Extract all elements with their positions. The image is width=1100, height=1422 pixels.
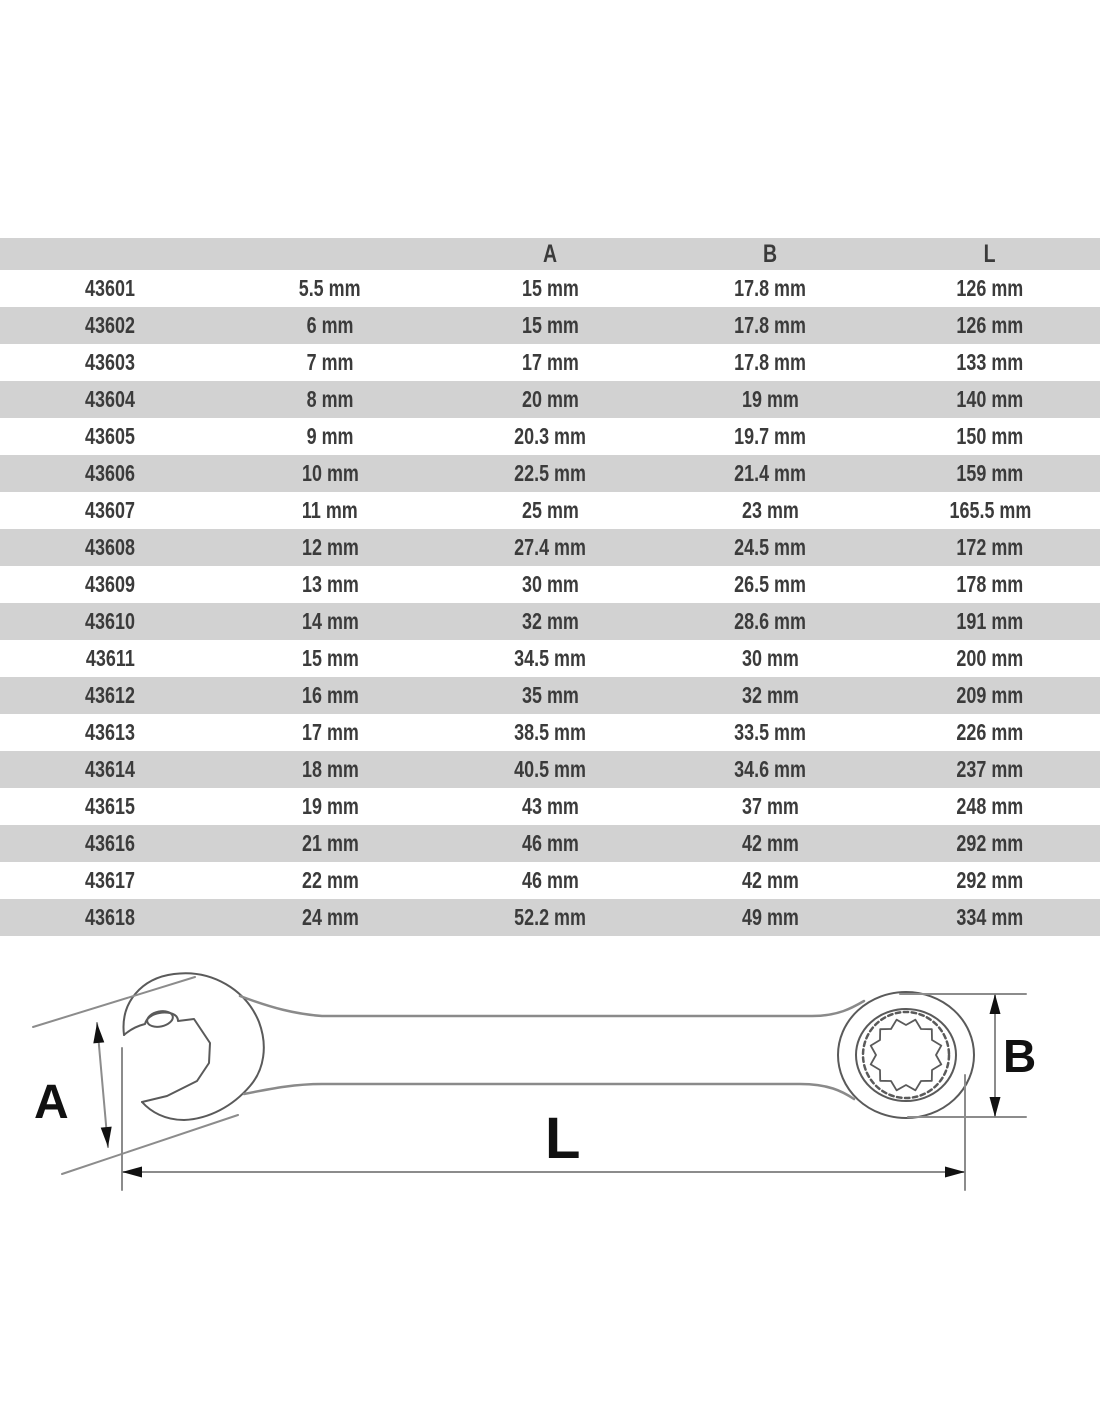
dim-a-cell: 46 mm [521, 830, 579, 856]
dim-l-cell: 150 mm [956, 423, 1024, 449]
code-cell: 43610 [85, 608, 135, 634]
code-cell: 43607 [85, 497, 135, 523]
header-dim-l: L [880, 238, 1100, 270]
dim-a-cell: 46 mm [521, 867, 579, 893]
dim-a-ext-top [33, 977, 195, 1027]
table-row [0, 603, 1100, 640]
dim-l-cell: 159 mm [956, 460, 1024, 486]
table-row [0, 714, 1100, 751]
dim-b-cell: 19 mm [741, 386, 799, 412]
dim-l-arrow-right [945, 1167, 965, 1178]
spec-table-section [0, 238, 1100, 936]
dim-a-cell: 25 mm [521, 497, 579, 523]
dim-l-cell: 292 mm [956, 830, 1024, 856]
size-cell: 14 mm [301, 608, 359, 634]
dim-a-cell: 15 mm [521, 312, 579, 338]
size-cell: 6 mm [306, 312, 354, 338]
dim-b-cell: 17.8 mm [734, 312, 806, 338]
dim-a-cell: 17 mm [521, 349, 579, 375]
table-row [0, 529, 1100, 566]
dim-l-cell: 209 mm [956, 682, 1024, 708]
code-cell: 43605 [85, 423, 135, 449]
code-cell: 43617 [85, 867, 135, 893]
table-row [0, 566, 1100, 603]
dim-a-cell: 27.4 mm [514, 534, 586, 560]
table-row [0, 381, 1100, 418]
code-cell: 43609 [85, 571, 135, 597]
dim-a-cell: 40.5 mm [514, 756, 586, 782]
dim-a-arrow-top [93, 1023, 104, 1043]
table-row [0, 640, 1100, 677]
dim-b-cell: 28.6 mm [734, 608, 806, 634]
size-cell: 22 mm [301, 867, 359, 893]
size-cell: 10 mm [301, 460, 359, 486]
dim-l-cell: 200 mm [956, 645, 1024, 671]
code-cell: 43608 [85, 534, 135, 560]
size-cell: 16 mm [301, 682, 359, 708]
dim-b-cell: 30 mm [741, 645, 799, 671]
dim-b-cell: 49 mm [741, 904, 799, 930]
spec-table [0, 238, 1100, 936]
dim-l-cell: 165.5 mm [949, 497, 1031, 523]
dim-b-cell: 32 mm [741, 682, 799, 708]
header-code [0, 238, 220, 270]
dim-b-arrow-bottom [990, 1097, 1001, 1117]
dim-b-cell: 26.5 mm [734, 571, 806, 597]
ring-inner-edge [856, 1009, 956, 1101]
table-row [0, 418, 1100, 455]
dim-a-cell: 43 mm [521, 793, 579, 819]
dim-a-cell: 35 mm [521, 682, 579, 708]
dim-l-cell: 133 mm [956, 349, 1024, 375]
dim-b-cell: 23 mm [741, 497, 799, 523]
dim-b-arrow-top [990, 994, 1001, 1014]
dim-b-cell: 21.4 mm [734, 460, 806, 486]
header-dim-a: A [440, 238, 660, 270]
dim-a-cell: 30 mm [521, 571, 579, 597]
dim-l-arrow-left [122, 1167, 142, 1178]
dim-l-cell: 248 mm [956, 793, 1024, 819]
dim-a-cell: 20.3 mm [514, 423, 586, 449]
header-row [0, 238, 1100, 270]
header-size [220, 238, 440, 270]
table-row [0, 862, 1100, 899]
dim-b-cell: 17.8 mm [734, 275, 806, 301]
code-cell: 43611 [85, 645, 135, 671]
dim-l-cell: 292 mm [956, 867, 1024, 893]
table-row [0, 455, 1100, 492]
table-row [0, 677, 1100, 714]
code-cell: 43615 [85, 793, 135, 819]
size-cell: 15 mm [301, 645, 359, 671]
dimension-l [122, 1048, 965, 1190]
shaft [240, 996, 864, 1099]
code-cell: 43603 [85, 349, 135, 375]
size-cell: 7 mm [306, 349, 354, 375]
dim-b-cell: 42 mm [741, 830, 799, 856]
dim-b-cell: 34.6 mm [734, 756, 806, 782]
code-cell: 43614 [85, 756, 135, 782]
dim-l-cell: 126 mm [956, 275, 1024, 301]
dim-l-cell: 334 mm [956, 904, 1024, 930]
dim-b-cell: 24.5 mm [734, 534, 806, 560]
code-cell: 43612 [85, 682, 135, 708]
dim-l-cell: 140 mm [956, 386, 1024, 412]
size-cell: 13 mm [301, 571, 359, 597]
shaft-top-line [240, 996, 864, 1016]
size-cell: 9 mm [306, 423, 354, 449]
dim-l-label: L [545, 1106, 581, 1171]
dim-b-cell: 33.5 mm [734, 719, 806, 745]
dim-b-label: B [1003, 1030, 1037, 1082]
dim-l-cell: 126 mm [956, 312, 1024, 338]
dim-b-cell: 42 mm [741, 867, 799, 893]
table-row [0, 307, 1100, 344]
spec-table-body [0, 270, 1100, 936]
jaw-profile [124, 1012, 210, 1102]
size-cell: 17 mm [301, 719, 359, 745]
dim-a-cell: 15 mm [521, 275, 579, 301]
dim-l-cell: 226 mm [956, 719, 1024, 745]
table-row [0, 825, 1100, 862]
dim-l-cell: 172 mm [956, 534, 1024, 560]
table-row [0, 751, 1100, 788]
table-row [0, 270, 1100, 307]
dim-a-cell: 20 mm [521, 386, 579, 412]
dim-a-cell: 52.2 mm [514, 904, 586, 930]
table-row [0, 899, 1100, 936]
code-cell: 43606 [85, 460, 135, 486]
dim-b-cell: 19.7 mm [734, 423, 806, 449]
size-cell: 21 mm [301, 830, 359, 856]
open-end-head [124, 973, 264, 1120]
jaw-nub [146, 1009, 175, 1029]
dim-l-cell: 237 mm [956, 756, 1024, 782]
code-cell: 43616 [85, 830, 135, 856]
size-cell: 5.5 mm [299, 275, 361, 301]
dim-a-arrow-bottom [101, 1127, 112, 1147]
dim-a-cell: 22.5 mm [514, 460, 586, 486]
table-row [0, 344, 1100, 381]
header-dim-b: B [660, 238, 880, 270]
size-cell: 11 mm [302, 497, 358, 523]
code-cell: 43602 [85, 312, 135, 338]
dim-a-cell: 34.5 mm [514, 645, 586, 671]
dim-a-label: A [34, 1076, 69, 1129]
dim-b-cell: 37 mm [741, 793, 799, 819]
size-cell: 24 mm [301, 904, 359, 930]
size-cell: 12 mm [301, 534, 359, 560]
spline-12-point [871, 1020, 942, 1091]
open-end-outline [124, 973, 264, 1120]
dim-a-cell: 32 mm [521, 608, 579, 634]
dim-l-cell: 178 mm [956, 571, 1024, 597]
ring-end [838, 992, 974, 1118]
table-row [0, 492, 1100, 529]
wrench-diagram [0, 950, 1100, 1210]
shaft-bottom-line [244, 1084, 854, 1099]
code-cell: 43601 [85, 275, 135, 301]
dim-a-ext-bottom [62, 1115, 238, 1174]
table-row [0, 788, 1100, 825]
code-cell: 43604 [85, 386, 135, 412]
code-cell: 43613 [85, 719, 135, 745]
size-cell: 8 mm [306, 386, 354, 412]
dim-a-cell: 38.5 mm [514, 719, 586, 745]
dim-b-cell: 17.8 mm [734, 349, 806, 375]
dim-l-cell: 191 mm [956, 608, 1024, 634]
wrench-diagram-section [0, 950, 1100, 1210]
spec-table-header [0, 238, 1100, 270]
size-cell: 19 mm [301, 793, 359, 819]
size-cell: 18 mm [301, 756, 359, 782]
code-cell: 43618 [85, 904, 135, 930]
